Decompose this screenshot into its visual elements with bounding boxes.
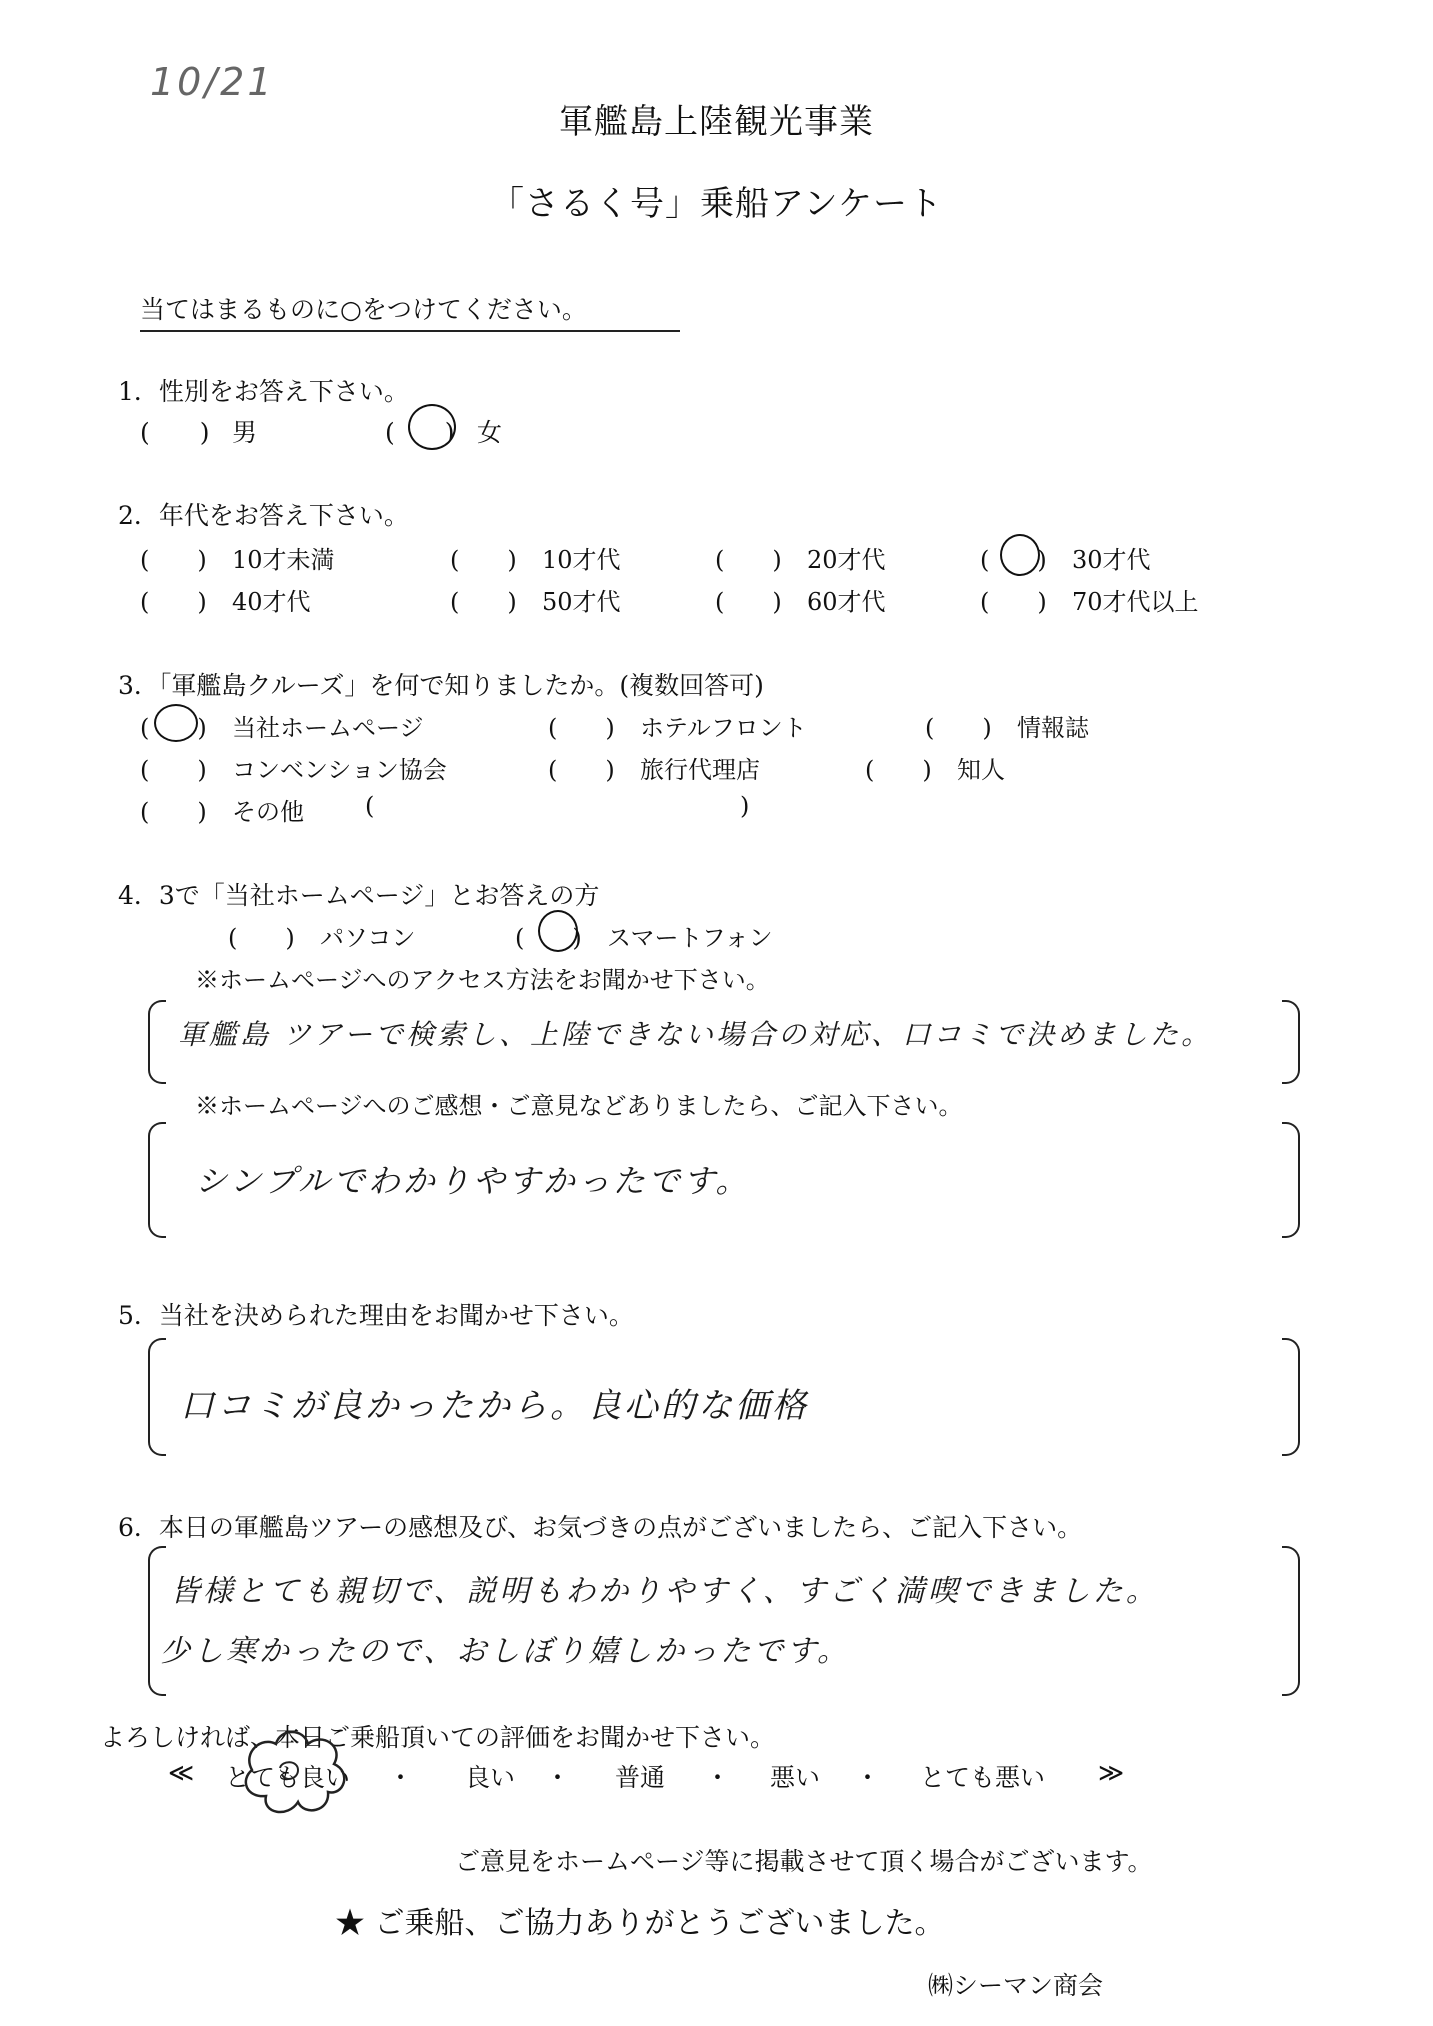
page-title: 軍艦島上陸観光事業 xyxy=(559,102,874,142)
q2-option[interactable]: ( ) 20才代 xyxy=(715,546,886,574)
answer-box-right xyxy=(1282,1000,1300,1084)
flower-circle-mark xyxy=(232,1722,362,1822)
q3-option[interactable]: ( ) 旅行代理店 xyxy=(548,756,760,784)
rating-separator: ・ xyxy=(705,1763,731,1792)
q4-access-prompt: ※ホームページへのアクセス方法をお聞かせ下さい。 xyxy=(195,966,770,994)
rating-separator: ・ xyxy=(855,1763,881,1792)
answer-box-right xyxy=(1282,1546,1300,1696)
instruction: 当てはまるものに○をつけてください。 xyxy=(140,290,680,332)
rating-close-bracket: ≫ xyxy=(1098,1758,1125,1787)
selected-circle-mark xyxy=(538,910,578,952)
selected-circle-mark xyxy=(154,704,198,742)
selected-circle-mark xyxy=(408,404,456,450)
q2-option[interactable]: ( ) 70才代以上 xyxy=(980,588,1199,616)
rating-separator: ・ xyxy=(545,1763,571,1792)
q3-other-close-paren: ) xyxy=(740,792,750,820)
rating-option-average[interactable]: 普通 xyxy=(615,1763,666,1792)
answer-box-left xyxy=(148,1122,166,1238)
rating-open-bracket: ≪ xyxy=(168,1758,195,1787)
q4-access-answer[interactable]: 軍艦島 ツアーで検索し、上陸できない場合の対応、口コミで決めました。 xyxy=(178,1018,1213,1051)
q5-answer[interactable]: 口コミが良かったから。良心的な価格 xyxy=(180,1386,809,1426)
company-name: ㈱シーマン商会 xyxy=(928,1971,1104,2000)
q4-option-pc[interactable]: ( ) パソコン xyxy=(228,924,416,952)
margin-date-note: 10/21 xyxy=(150,60,275,104)
q6-answer-line2[interactable]: 少し寒かったので、おしぼり嬉しかったです。 xyxy=(160,1634,850,1669)
publication-notice: ご意見をホームページ等に掲載させて頂く場合がございます。 xyxy=(455,1847,1153,1876)
q2-option[interactable]: ( ) 60才代 xyxy=(715,588,886,616)
answer-box-right xyxy=(1282,1338,1300,1456)
q1-question: 1．性別をお答え下さい。 xyxy=(118,377,409,406)
q4-impression-prompt: ※ホームページへのご感想・ご意見などありましたら、ご記入下さい。 xyxy=(195,1092,963,1120)
rating-option-very-good[interactable]: とても良い xyxy=(225,1763,351,1792)
q4-question: 4．3で「当社ホームページ」とお答えの方 xyxy=(118,881,600,910)
q2-option[interactable]: ( ) 50才代 xyxy=(450,588,621,616)
selected-circle-mark xyxy=(1000,534,1040,576)
rating-separator: ・ xyxy=(388,1763,414,1792)
q1-option-female[interactable]: ( ) 女 xyxy=(385,418,503,447)
thanks-message: ★ ご乗船、ご協力ありがとうございました。 xyxy=(335,1906,945,1941)
answer-box-left xyxy=(148,1000,166,1084)
q1-option-male[interactable]: ( ) 男 xyxy=(140,418,258,447)
page-subtitle: 「さるく号」乗船アンケート xyxy=(490,184,943,224)
answer-box-right xyxy=(1282,1122,1300,1238)
q2-option[interactable]: ( ) 10才未満 xyxy=(140,546,335,574)
q5-question: 5．当社を決められた理由をお聞かせ下さい。 xyxy=(118,1301,634,1330)
rating-prompt: よろしければ、本日ご乗船頂いての評価をお聞かせ下さい。 xyxy=(100,1723,776,1752)
q3-option[interactable]: ( ) 当社ホームページ xyxy=(140,714,424,742)
answer-box-left xyxy=(148,1338,166,1456)
q2-option[interactable]: ( ) 10才代 xyxy=(450,546,621,574)
q3-option[interactable]: ( ) ホテルフロント xyxy=(548,714,807,742)
q3-option-other[interactable]: ( ) その他 xyxy=(140,798,304,826)
q2-option[interactable]: ( ) 30才代 xyxy=(980,546,1151,574)
q3-option[interactable]: ( ) 知人 xyxy=(865,756,1005,784)
q4-option-smartphone[interactable]: ( ) スマートフォン xyxy=(515,924,773,952)
q3-option[interactable]: ( ) コンベンション協会 xyxy=(140,756,447,784)
q3-question: 3．「軍艦島クルーズ」を何で知りましたか。(複数回答可) xyxy=(118,671,764,700)
q6-question: 6．本日の軍艦島ツアーの感想及び、お気づきの点がございましたら、ご記入下さい。 xyxy=(118,1513,1083,1542)
answer-box-left xyxy=(148,1546,166,1696)
rating-option-very-bad[interactable]: とても悪い xyxy=(920,1763,1046,1792)
q3-other-open-paren: ( xyxy=(365,792,375,820)
q4-impression-answer[interactable]: シンプルでわかりやすかったです。 xyxy=(195,1162,751,1200)
q3-option[interactable]: ( ) 情報誌 xyxy=(925,714,1089,742)
q2-question: 2．年代をお答え下さい。 xyxy=(118,501,409,530)
rating-option-good[interactable]: 良い xyxy=(465,1763,516,1792)
rating-option-bad[interactable]: 悪い xyxy=(770,1763,821,1792)
q6-answer-line1[interactable]: 皆様とても親切で、説明もわかりやすく、すごく満喫できました。 xyxy=(170,1574,1159,1609)
q2-option[interactable]: ( ) 40才代 xyxy=(140,588,311,616)
